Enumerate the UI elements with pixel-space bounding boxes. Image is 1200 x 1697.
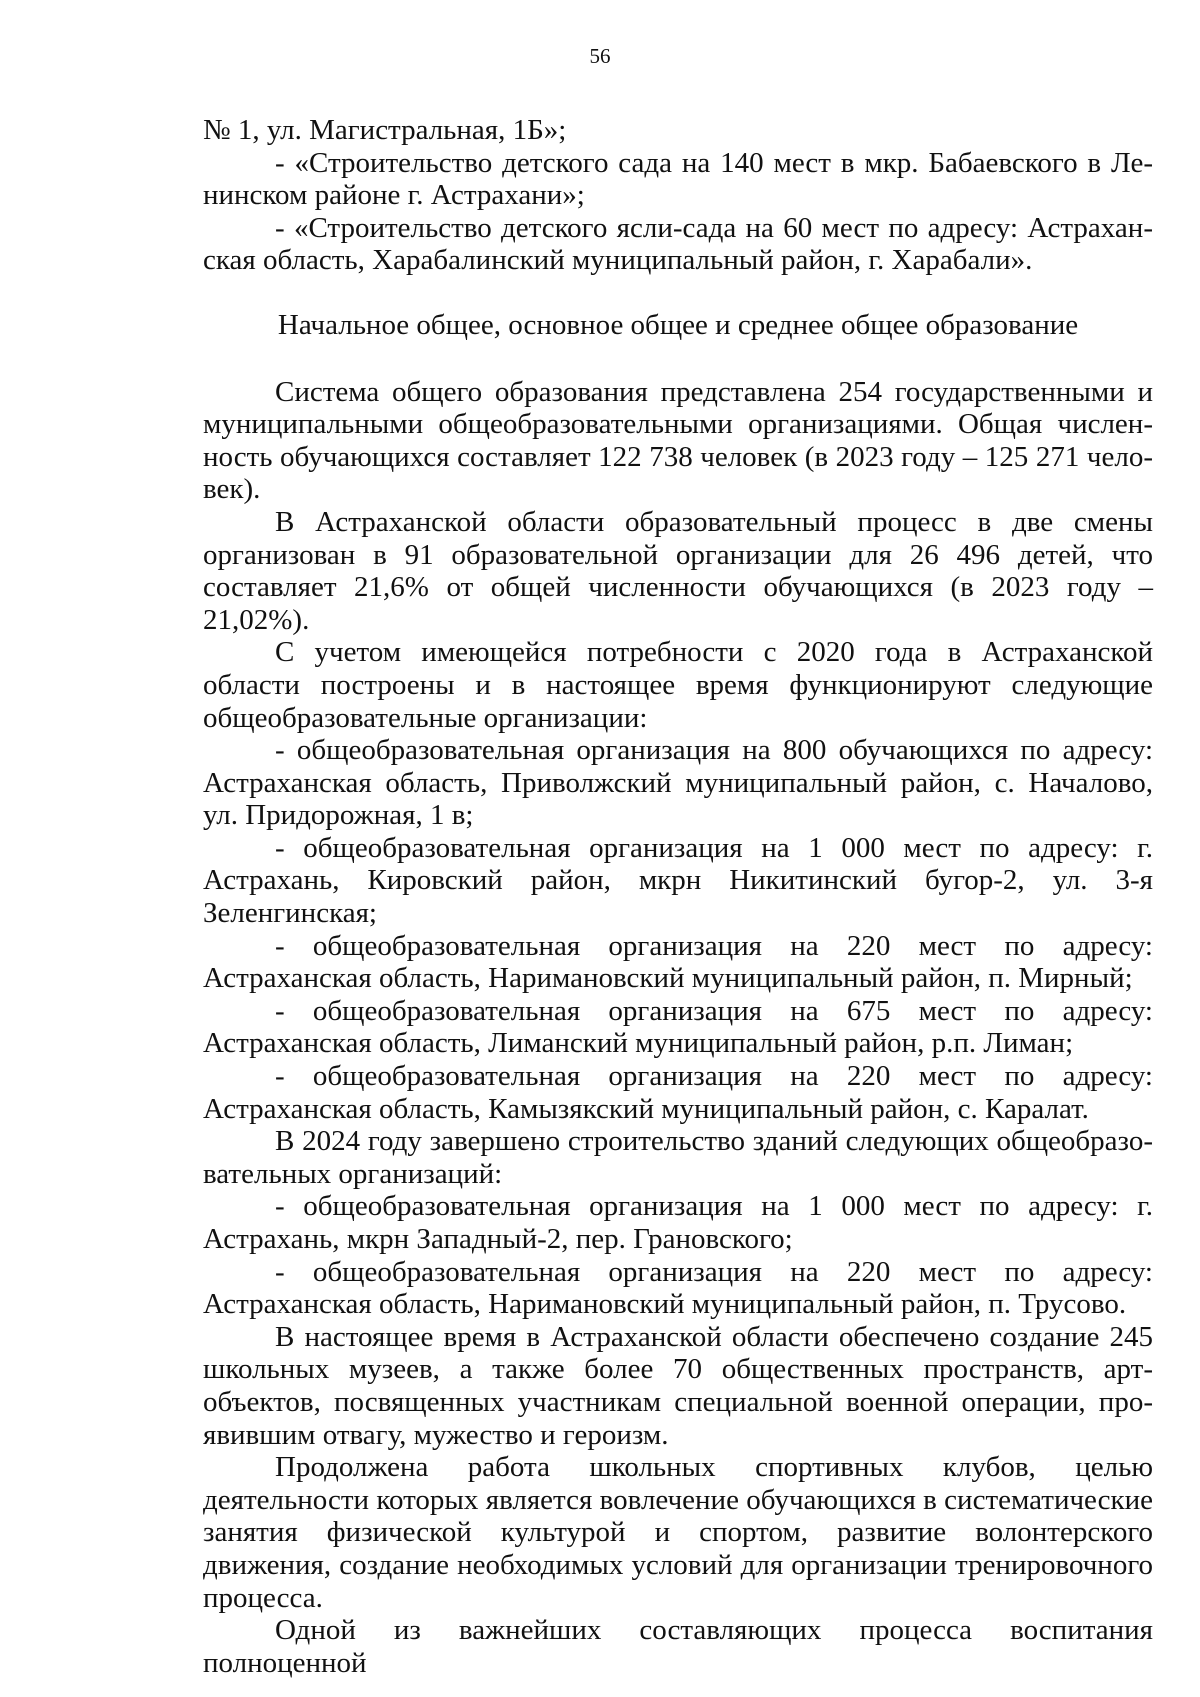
- list-item-school-nikitinsky: - общеобразовательная организация на 1 000 мест по адресу: г. Астрахань, Кировский район, мкрн Никитинский бугор-2, ул. 3-я Зеленгинская;: [203, 831, 1153, 930]
- paragraph-2024-construction: В 2024 году завершено строительство зданий следующих общеобразовательных организаций:: [203, 1125, 1153, 1190]
- page-number: 56: [589, 44, 611, 68]
- list-item-school-karalat: - общеобразовательная организация на 220 мест по адресу: Астраханская область, Камызякский муниципальный район, с. Каралат.: [203, 1060, 1153, 1125]
- paragraph-address-continuation: № 1, ул. Магистральная, 1Б»;: [203, 114, 567, 146]
- section-heading: Начальное общее, основное общее и среднее общее образование: [277, 308, 1079, 341]
- paragraph-two-shifts: В Астраханской области образовательный процесс в две смены организован в 91 образовательной организации для 26 496 детей, что составляет 21,6% от общей численности обучающихся (в 2023 году – 21,02%).: [203, 505, 1153, 636]
- paragraph-education-system: Система общего образования представлена 254 государственными и муниципальными общеобразовательными организациями. Общая численность обучающихся составляет 122 738 человек (в 2023 году – 125 271 человек).: [203, 375, 1153, 506]
- list-item-kindergarten-kharabali: - «Строительство детского ясли-сада на 60 мест по адресу: Астраханская область, Харабалинский муниципальный район, г. Харабали».: [203, 211, 1153, 277]
- list-item-school-nachalovo: - общеобразовательная организация на 800 обучающихся по адресу: Астраханская область, Приволжский муниципальный район, с. Началово, ул. Придорожная, 1 в;: [203, 734, 1153, 832]
- list-item-school-trusovo: - общеобразовательная организация на 220 мест по адресу: Астраханская область, Наримановский муниципальный район, п. Трусово.: [203, 1255, 1153, 1321]
- list-item-school-zapadny: - общеобразовательная организация на 1 000 мест по адресу: г. Астрахань, мкрн Западный-2, пер. Грановского;: [203, 1190, 1153, 1255]
- paragraph-sports-clubs: Продолжена работа школьных спортивных клубов, целью деятельности которых является вовлечение обучающихся в систематические занятия физической культурой и спортом, развитие волонтерского движения, создание необходимых условий для организации тренировочного процесса.: [203, 1451, 1153, 1614]
- document-body: [203, 114, 1153, 1679]
- paragraph-upbringing: Одной из важнейших составляющих процесса воспитания полноценной: [203, 1614, 1153, 1679]
- list-item-school-liman: - общеобразовательная организация на 675 мест по адресу: Астраханская область, Лиманский муниципальный район, р.п. Лиман;: [203, 994, 1153, 1060]
- paragraph-new-schools-intro: С учетом имеющейся потребности с 2020 года в Астраханской области построены и в настоящее время функционируют следующие общеобразовательные организации:: [203, 636, 1153, 734]
- paragraph-school-museums: В настоящее время в Астраханской области обеспечено создание 245 школьных музеев, а также более 70 общественных пространств, арт-объектов, посвященных участникам специальной военной операции, проявившим отвагу, мужество и героизм.: [203, 1320, 1153, 1451]
- list-item-school-mirny: - общеобразовательная организация на 220 мест по адресу: Астраханская область, Наримановский муниципальный район, п. Мирный;: [203, 929, 1153, 995]
- list-item-kindergarten-babaevskogo: - «Строительство детского сада на 140 мест в мкр. Бабаевского в Ленинском районе г. Астрахани»;: [203, 146, 1153, 212]
